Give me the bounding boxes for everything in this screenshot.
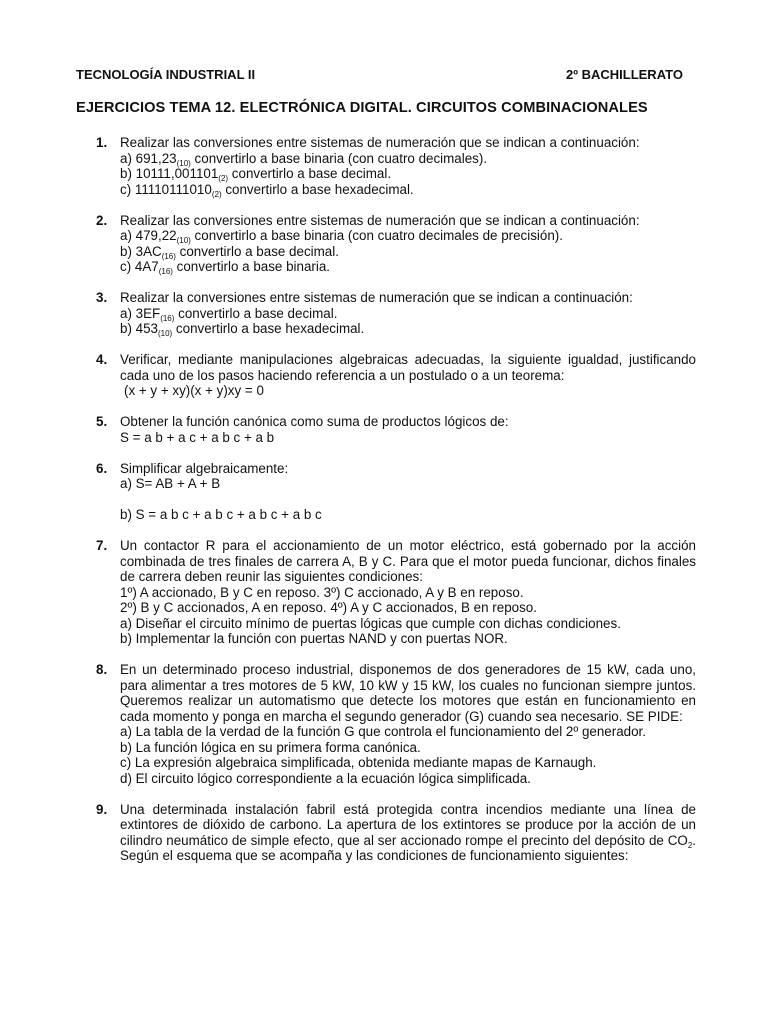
exercise-statement: Simplificar algebraicamente: [120,460,289,476]
exercise-4 [76,352,696,399]
exercise-2 [76,213,696,275]
exercise-number: 4. [96,352,108,367]
exercise-statement: Realizar las conversiones entre sistemas de numeración que se indican a continuación: [120,135,640,150]
exercise-number: 5. [96,414,108,429]
exercise-item: b) $453_{(10)}$ convertirlo a base hexadecimal. [120,321,365,338]
exercise-item: 2º) B y C accionados, A en reposo. 4º) A y C accionados, B en reposo. [120,600,537,615]
exercise-5 [76,414,696,445]
exercise-number: 3. [96,290,108,305]
exercise-equation: (x + y + xy)(x + y)xy = 0 [124,383,264,398]
exercise-item: a) $3EF_{(16)}$ convertirlo a base decimal. [120,305,338,323]
exercise-9 [76,802,696,864]
exercise-item: a) $691,23_{(10)}$ convertirlo a base binaria (con cuatro decimales). [120,150,488,168]
exercise-item: a) S= AB + A + B [120,476,221,491]
course-header: 2º BACHILLERATO [566,67,683,82]
exercise-item: 1º) A accionado, B y C en reposo. 3º) C accionado, A y B en reposo. [120,584,524,600]
exercise-item: c) La expresión algebraica simplificada, obtenida mediante mapas de Karnaugh. [120,755,597,770]
exercise-number: 9. [96,801,108,817]
exercise-statement: Realizar la conversiones entre sistemas de numeración que se indican a continuación: [120,290,633,305]
exercise-number: 6. [96,460,108,476]
exercise-statement: Verificar, mediante manipulaciones algebraicas adecuadas, la siguiente igualdad, justificando cada uno de los pasos haciendo referencia a un postulado o a un teorema: [120,352,696,383]
exercise-item: b) La función lógica en su primera forma canónica. [120,739,421,755]
exercise-6 [76,461,696,523]
exercise-item: d) El circuito lógico correspondiente a la ecuación lógica simplificada. [120,770,531,786]
exercise-item: c) $11110111010_{(2)}$ convertirlo a base hexadecimal. [120,181,414,199]
exercise-item: a) Diseñar el circuito mínimo de puertas lógicas que cumple con dichas condiciones. [120,615,621,631]
exercise-statement: En un determinado proceso industrial, disponemos de dos generadores de 15 kW, cada uno, para alimentar a tres motores de 5 kW, 10 kW y 15 kW, los cuales no funcionan siempre juntos. Queremos realizar un automatismo que detecte los motores que están en funcionamiento en cada momento y ponga en marcha el segundo generador (G) cuando sea necesario. SE PIDE: [120,662,696,724]
exercise-statement: Obtener la función canónica como suma de productos lógicos de: [120,414,509,429]
exercise-number: 7. [96,538,108,553]
exercise-list [76,135,696,879]
exercise-item: b) $10111,001101_{(2)}$ convertirlo a base decimal. [120,166,392,183]
exercise-statement: Una determinada instalación fabril está protegida contra incendios mediante una línea de extintores de dióxido de carbono. La apertura de los extintores se produce por la acción de un cilindro neumático de simple efecto, que al ser accionado rompe el precinto del depósito de $CO_2$. Según el esquema que se acompaña y las condiciones de funcionamiento siguientes: [120,801,696,863]
exercise-7 [76,538,696,647]
exercise-item: b) Implementar la función con puertas NAND y con puertas NOR. [120,631,508,646]
exercise-item: b) $3AC_{(16)}$ convertirlo a base decimal. [120,243,339,261]
exercise-number: 1. [96,135,108,150]
exercise-8 [76,662,696,786]
exercise-item: c) $4A7_{(16)}$ convertirlo a base binaria. [120,259,330,276]
document-title: EJERCICIOS TEMA 12. ELECTRÓNICA DIGITAL. CIRCUITOS COMBINACIONALES [76,100,648,116]
exercise-statement: Un contactor R para el accionamiento de un motor eléctrico, está gobernado por la acción combinada de tres finales de carrera A, B y C. Para que el motor pueda funcionar, dichos finales de carrera deben reunir las siguientes condiciones: [120,538,696,584]
subject-header: TECNOLOGÍA INDUSTRIAL II [76,67,256,82]
exercise-number: 2. [96,212,108,228]
exercise-number: 8. [96,662,108,677]
exercise-item: a) $479,22_{(10)}$ convertirlo a base binaria (con cuatro decimales de precisión). [120,228,563,245]
spacer [120,492,696,508]
exercise-3 [76,290,696,337]
exercise-item: a) La tabla de la verdad de la función G que controla el funcionamiento del 2º generador. [120,724,646,739]
exercise-statement: Realizar las conversiones entre sistemas de numeración que se indican a continuación: [120,212,640,228]
exercise-item: b) S = a b c + a b c + a b c + a b c [120,507,322,522]
exercise-1 [76,135,696,197]
exercise-equation: S = a b + a c + a b c + a b [120,429,275,445]
